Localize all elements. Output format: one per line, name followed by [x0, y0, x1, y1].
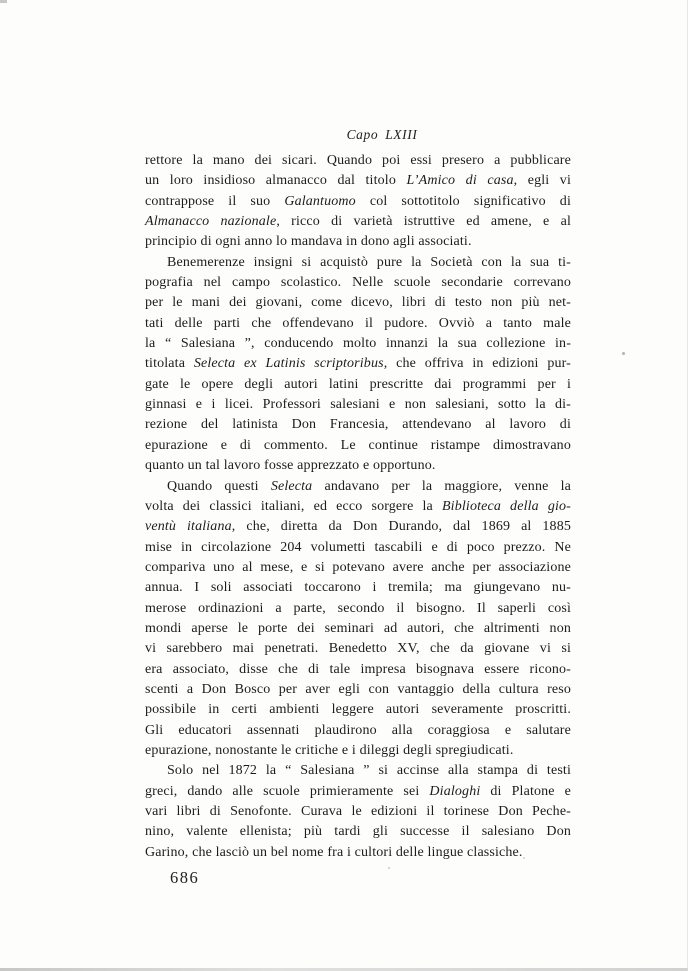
text-segment: epurazione, nonostante le critiche e i dileggi degli spregiudicati. [145, 742, 514, 758]
text-segment: pografia nel campo scolastico. Nelle scuole secondarie correvano [145, 275, 571, 291]
text-segment: era associato, disse che di tale impresa bisognava essere ricono- [145, 661, 571, 677]
text-line-35 [145, 843, 571, 863]
text-segment: per le mani dei giovani, come dicevo, libri di testo non più net- [145, 295, 571, 311]
italic-text-segment: Galantuomo [284, 193, 356, 209]
text-segment: andavano per la maggiore, venne la [312, 478, 571, 494]
text-segment: Gli educatori assennati plaudirono alla coraggiosa e salutare [145, 722, 571, 738]
text-segment: compariva uno al mese, e si potevano avere anche per associazione [145, 559, 571, 575]
text-segment: possibile in certi ambienti leggere autori severamente proscritti. [145, 702, 571, 718]
text-segment: tati delle parti che offendevano il pudore. Ovviò a tanto male [145, 315, 571, 331]
text-segment: greci, dando alle scuole primieramente sei [145, 783, 430, 799]
text-line-4 [145, 212, 571, 232]
text-line-10 [145, 334, 571, 354]
text-line-31 [145, 761, 571, 781]
italic-text-segment: L’Amico di casa [406, 173, 514, 189]
text-line-13 [145, 395, 571, 415]
text-segment: annua. I soli associati toccarono i tremila; ma giungevano nu- [145, 580, 571, 596]
text-line-12 [145, 375, 571, 395]
text-segment: Quando questi [167, 478, 271, 494]
text-line-34 [145, 822, 571, 842]
text-block [145, 151, 571, 863]
text-line-30 [145, 741, 571, 761]
text-segment: col sottotitolo significativo di [355, 193, 571, 209]
text-segment: gate le opere degli autori latini prescritte dai programmi per i [145, 376, 571, 392]
text-line-5 [145, 232, 571, 252]
italic-text-segment: Dialoghi [429, 783, 481, 799]
text-segment: di Platone e [480, 783, 572, 799]
text-line-24 [145, 619, 571, 639]
text-segment: nino, valente ellenista; più tardi gli successe il salesiano Don [145, 824, 571, 840]
italic-text-segment: Selecta ex Latinis scriptoribus [193, 356, 384, 372]
text-line-17 [145, 477, 571, 497]
text-segment: un loro insidioso almanacco dal titolo [145, 173, 407, 189]
text-segment: la “ Salesiana ”, conducendo molto innanzi la sua collezione in- [145, 336, 571, 352]
text-line-7 [145, 273, 571, 293]
text-line-20 [145, 538, 571, 558]
text-line-14 [145, 415, 571, 435]
text-segment: , ricco di varietà istruttive ed amene, e al [276, 214, 571, 230]
text-line-16 [145, 456, 571, 476]
text-line-26 [145, 660, 571, 680]
text-line-28 [145, 700, 571, 720]
italic-text-segment: Selecta [270, 478, 313, 494]
text-line-32 [145, 782, 571, 802]
chapter-running-header: Capo LXIII [346, 127, 418, 142]
text-line-18 [145, 497, 571, 517]
text-segment: principio di ogni anno lo mandava in dono agli associati. [145, 234, 472, 250]
text-line-27 [145, 680, 571, 700]
text-line-2 [145, 171, 571, 191]
text-line-1 [145, 151, 571, 171]
text-segment: contrappose il suo [145, 193, 285, 209]
text-line-33 [145, 802, 571, 822]
scan-speck [523, 857, 525, 859]
text-segment: epurazione e di commento. Le continue ristampe dimostravano [145, 437, 571, 453]
italic-text-segment: Biblioteca della gio- [441, 498, 571, 514]
scan-edge-corner [0, 0, 7, 3]
text-line-21 [145, 558, 571, 578]
text-segment: Benemerenze insigni si acquistò pure la Società con la sua ti- [167, 254, 571, 270]
text-line-25 [145, 639, 571, 659]
text-segment: vi sarebbero mai penetrati. Benedetto XV, che da giovane vi si [145, 641, 571, 657]
text-segment: ginnasi e i licei. Professori salesiani e non salesiani, sotto la di- [145, 397, 571, 413]
text-line-11 [145, 354, 571, 374]
text-line-22 [145, 578, 571, 598]
text-segment: , che offriva in edizioni pur- [383, 356, 571, 372]
text-segment: volta dei classici italiani, ed ecco sorgere la [145, 498, 442, 514]
text-segment: titolata [145, 356, 194, 372]
text-line-3 [145, 192, 571, 212]
text-line-15 [145, 436, 571, 456]
italic-text-segment: Almanacco nazionale [145, 214, 277, 230]
page-number: 686 [170, 868, 200, 887]
text-segment: Garino, che lasciò un bel nome fra i cultori delle lingue classiche. [145, 844, 523, 860]
text-segment: Solo nel 1872 la “ Salesiana ” si accinse alla stampa di testi [167, 763, 571, 779]
scan-speck [622, 352, 625, 355]
text-segment: mise in circolazione 204 volumetti tascabili e di poco prezzo. Ne [145, 539, 571, 555]
scan-speck [388, 867, 390, 869]
text-segment: scenti a Don Bosco per aver egli con vantaggio della cultura reso [145, 681, 571, 697]
text-segment: , egli vi [513, 173, 571, 189]
text-segment: rezione del latinista Don Francesia, attendevano al lavoro di [145, 417, 571, 433]
text-line-6 [145, 253, 571, 273]
text-segment: vari libri di Senofonte. Curava le edizioni il torinese Don Peche- [145, 804, 571, 819]
text-segment: , che, diretta da Don Durando, dal 1869 al 1885 [231, 519, 571, 535]
italic-text-segment: ventù italiana [145, 519, 232, 535]
text-line-8 [145, 293, 571, 313]
text-line-19 [145, 517, 571, 537]
text-line-9 [145, 314, 571, 334]
text-segment: rettore la mano dei sicari. Quando poi essi presero a pubblicare [145, 153, 571, 168]
text-segment: mondi aperse le porte dei seminari ad autori, che altrimenti non [145, 620, 571, 636]
text-line-29 [145, 721, 571, 741]
text-line-23 [145, 599, 571, 619]
text-segment: merose ordinazioni a parte, secondo il bisogno. Il saperli così [145, 600, 571, 616]
text-segment: quanto un tal lavoro fosse apprezzato e opportuno. [145, 458, 436, 474]
